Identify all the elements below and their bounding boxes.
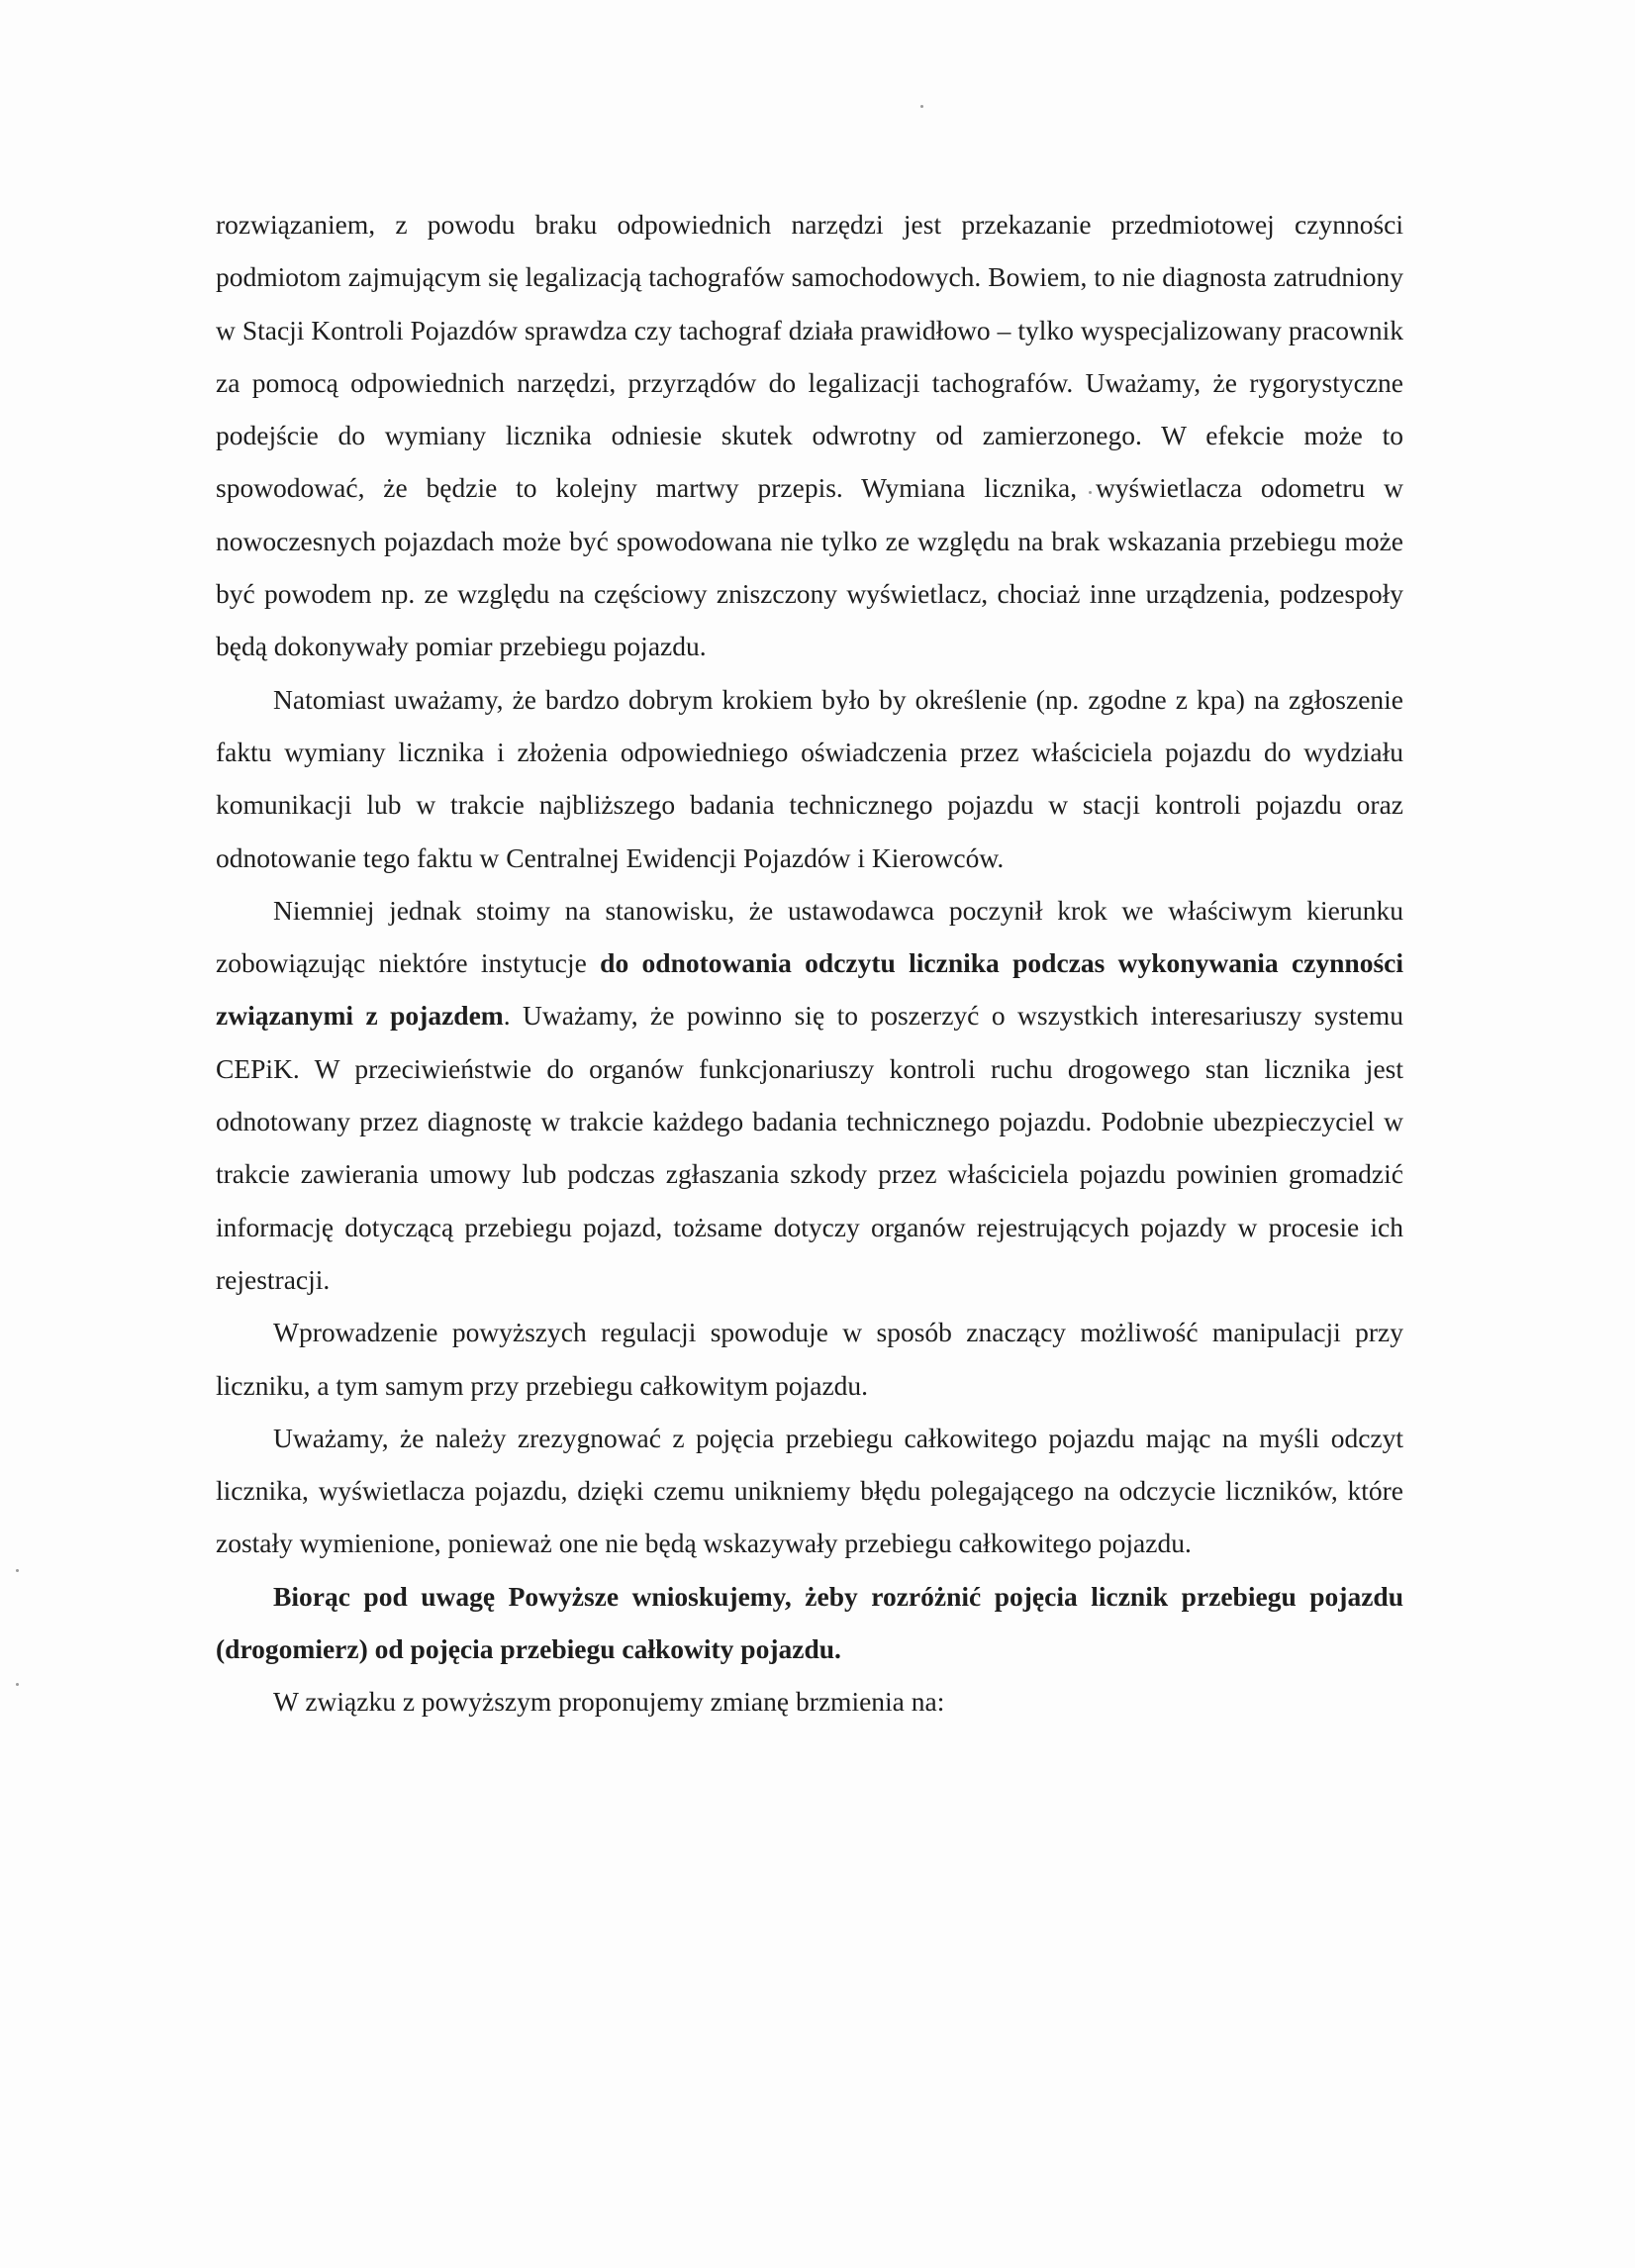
paragraph-regulations: Wprowadzenie powyższych regulacji spowoduje w sposób znaczący możliwość manipulacji przy liczniku, a tym samym przy przebiegu całkowitym pojazdu. (216, 1317, 1403, 1401)
paragraph-legislator-end: . Uważamy, że powinno się to poszerzyć o wszystkich interesariuszy systemu CEPiK. W przeciwieństwie do organów funkcjonariuszy kontroli ruchu drogowego stan licznika jest odnotowany przez diagnostę w trakcie każdego badania technicznego pojazdu. Podobnie ubezpieczyciel w trakcie zawierania umowy lub podczas zgłaszania szkody przez właściciela pojazdu powinien gromadzić informację dotyczącą przebiegu pojazd, tożsame dotyczy organów rejestrujących pojazdy w procesie ich rejestracji. (216, 1000, 1403, 1295)
paragraph-request (216, 1570, 1403, 1676)
scan-speck (16, 1683, 19, 1686)
document-body (216, 198, 1403, 1728)
paragraph-legislator (216, 884, 1403, 1306)
paragraph-tachograph: rozwiązaniem, z powodu braku odpowiednich narzędzi jest przekazanie przedmiotowej czynności podmiotom zajmującym się legalizacją tachografów samochodowych. Bowiem, to nie diagnosta zatrudniony w Stacji Kontroli Pojazdów sprawdza czy tachograf działa prawidłowo – tylko wyspecjalizowany pracownik za pomocą odpowiednich narzędzi, przyrządów do legalizacji tachografów. Uważamy, że rygorystyczne podejście do wymiany licznika odniesie skutek odwrotny od zamierzonego. W efekcie może to spowodować, że będzie to kolejny martwy przepis. Wymiana licznika, wyświetlacza odometru w nowoczesnych pojazdach może być spowodowana nie tylko ze względu na brak wskazania przebiegu może być powodem np. ze względu na częściowy zniszczony wyświetlacz, chociaż inne urządzenia, podzespoły będą dokonywały pomiar przebiegu pojazdu. (216, 209, 1403, 662)
paragraph-registration: Natomiast uważamy, że bardzo dobrym krokiem było by określenie (np. zgodne z kpa) na zgłoszenie faktu wymiany licznika i złożenia odpowiedniego oświadczenia przez właściciela pojazdu do wydziału komunikacji lub w trakcie najbliższego badania technicznego pojazdu w stacji kontroli pojazdu oraz odnotowanie tego faktu w Centralnej Ewidencji Pojazdów i Kierowców. (216, 683, 1403, 873)
scan-speck (16, 1569, 19, 1572)
paragraph-legislator-emphasis: do odnotowania odczytu licznika podczas wykonywania czynności związanymi z pojazdem (216, 947, 1404, 1032)
paragraph-request-bold: Biorąc pod uwagę Powyższe wnioskujemy, żeby rozróżnić pojęcia licznik przebiegu pojazdu (drogomierz) od pojęcia przebiegu całkowity pojazdu. (216, 1580, 1403, 1665)
paragraph-proposal: W związku z powyższym proponujemy zmianę brzmienia na: (273, 1686, 945, 1718)
paragraph-resign-concept: Uważamy, że należy zrezygnować z pojęcia przebiegu całkowitego pojazdu mając na myśli odczyt licznika, wyświetlacza pojazdu, dzięki czemu unikniemy błędu polegającego na odczycie liczników, które zostały wymienione, ponieważ one nie będą wskazywały przebiegu całkowitego pojazdu. (216, 1422, 1403, 1559)
paragraph-legislator-start: Niemniej jednak stoimy na stanowisku, że ustawodawca poczynił krok we właściwym kierunku zobowiązując niektóre instytucje (216, 894, 1403, 979)
scan-speck (920, 105, 923, 108)
